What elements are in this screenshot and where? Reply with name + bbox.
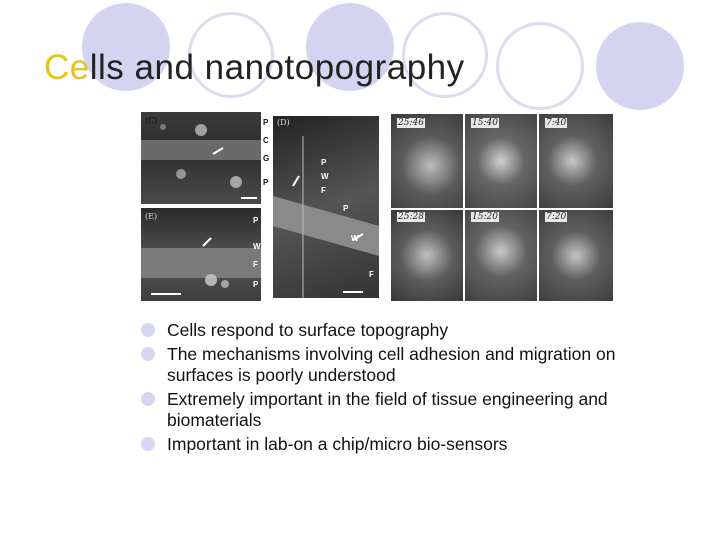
panel-e-label: (E) xyxy=(145,212,158,221)
time-label-3: 7:40 xyxy=(546,118,567,128)
panel-d-label: (D) xyxy=(277,118,290,127)
panel-c xyxy=(141,112,261,204)
panel-c-label: (C) xyxy=(145,116,158,125)
panel-d-side-5: W xyxy=(351,234,359,243)
panel-d-side-6: F xyxy=(369,270,374,279)
panel-e-side-1: P xyxy=(253,216,259,225)
panel-d-side-3: F xyxy=(321,186,326,195)
deco-circle-6 xyxy=(596,22,684,110)
time-label-2: 15:40 xyxy=(472,118,498,128)
panel-e-side-2: W xyxy=(253,242,261,251)
slide-title xyxy=(44,48,465,88)
timelapse-4 xyxy=(391,210,463,301)
bullet-item-3: Extremely important in the field of tissue engineering and biomaterials xyxy=(141,389,671,431)
panel-e-image xyxy=(141,208,261,301)
deco-circle-5 xyxy=(496,22,584,110)
bullet-dot-icon xyxy=(141,392,155,406)
sem-micrograph-figure xyxy=(141,112,613,301)
time-label-5: 15:20 xyxy=(472,212,498,222)
title-rest: lls and nanotopography xyxy=(89,48,465,87)
panel-e xyxy=(141,208,261,301)
panel-c-side-4: P xyxy=(263,178,269,187)
time-label-1: 25:46 xyxy=(398,118,424,128)
timelapse-1 xyxy=(391,114,463,208)
timelapse-6 xyxy=(539,210,613,301)
title-highlight: Ce xyxy=(44,48,90,87)
panel-d-image xyxy=(273,116,379,298)
panel-c-side-1: P xyxy=(263,118,269,127)
panel-c-side-2: C xyxy=(263,136,269,145)
timelapse-3 xyxy=(539,114,613,208)
bullet-item-2: The mechanisms involving cell adhesion and migration on surfaces is poorly understood xyxy=(141,344,671,386)
panel-d-side-1: P xyxy=(321,158,327,167)
time-label-4: 25:28 xyxy=(398,212,424,222)
bullet-dot-icon xyxy=(141,437,155,451)
panel-e-side-4: P xyxy=(253,280,259,289)
panel-d-side-2: W xyxy=(321,172,329,181)
panel-d xyxy=(273,116,379,298)
bullet-dot-icon xyxy=(141,347,155,361)
bullet-dot-icon xyxy=(141,323,155,337)
time-label-6: 7:20 xyxy=(546,212,567,222)
panel-d-side-4: P xyxy=(343,204,349,213)
bullet-item-4: Important in lab-on a chip/micro bio-sensors xyxy=(141,434,671,455)
panel-c-side-3: G xyxy=(263,154,270,163)
panel-e-side-3: F xyxy=(253,260,258,269)
timelapse-2 xyxy=(465,114,537,208)
bullet-item-1: Cells respond to surface topography xyxy=(141,320,671,341)
bullet-list xyxy=(141,320,671,458)
panel-c-image xyxy=(141,112,261,204)
timelapse-5 xyxy=(465,210,537,301)
